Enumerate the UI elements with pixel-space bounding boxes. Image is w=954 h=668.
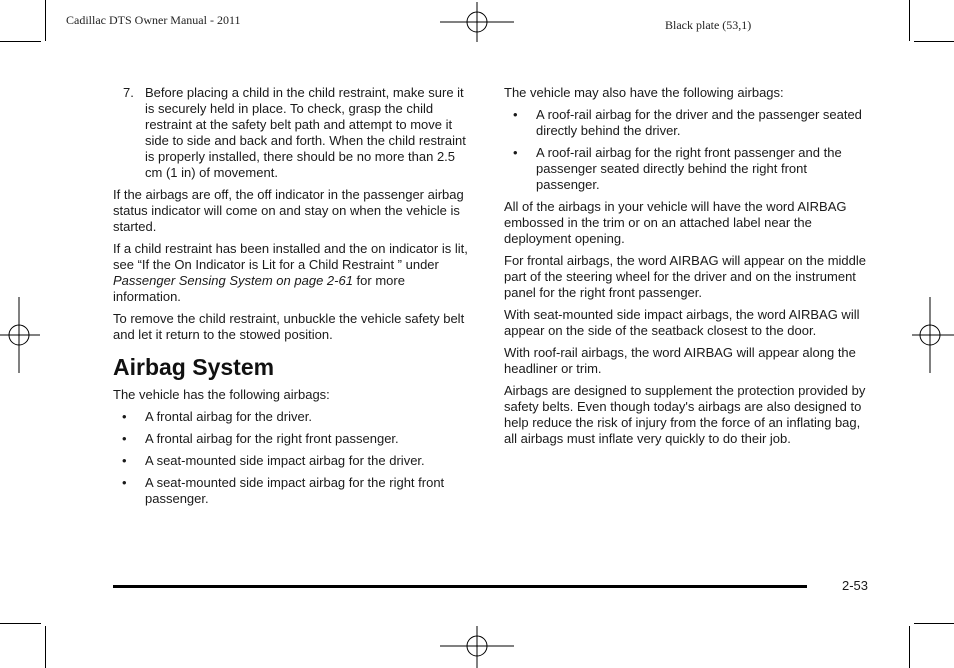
footer-rule [113,585,807,588]
list-item [113,475,475,507]
bullet-icon: • [122,475,127,490]
step-number: 7. [123,85,134,100]
bullet-icon: • [122,431,127,446]
airbag-embossed-paragraph: All of the airbags in your vehicle will have the word AIRBAG embossed in the trim or on an attached label near the deployment opening. [504,199,847,246]
page-number: 2-53 [842,578,869,593]
registration-mark-left [0,297,40,373]
list-item-text: A roof-rail airbag for the right front passenger and the passenger seated directly behind the right front passenger. [536,145,842,192]
right-column [504,85,870,453]
airbag-intro: The vehicle has the following airbags: [113,387,330,402]
side-impact-paragraph: With seat-mounted side impact airbags, the word AIRBAG will appear on the side of the seatback closest to the door. [504,307,860,338]
bullet-icon: • [513,145,518,160]
frontal-airbag-paragraph: For frontal airbags, the word AIRBAG will appear on the middle part of the steering wheel for the driver and on the instrument panel for the right front passenger. [504,253,867,300]
supplement-paragraph: Airbags are designed to supplement the protection provided by safety belts. Even though today's airbags are also designed to help reduce the risk of injury from the force of an inflating bag, all airbags must inflate very quickly to do their job. [504,383,866,446]
bullet-icon: • [122,409,127,424]
list-item-text: A seat-mounted side impact airbag for the driver. [145,453,425,468]
remove-restraint-paragraph: To remove the child restraint, unbuckle the vehicle safety belt and let it return to the stowed position. [113,311,465,342]
step-text: Before placing a child in the child restraint, make sure it is securely held in place. To check, grasp the child restraint at the safety belt path and attempt to move it side to side and back and forth. When the child restraint is properly installed, there should be no more than 2.5 cm (1 in) of movement. [145,85,466,180]
roof-rail-paragraph: With roof-rail airbags, the word AIRBAG will appear along the headliner or trim. [504,345,856,376]
registration-mark-top [440,2,514,44]
on-indicator-text-end: for more information. [113,273,405,304]
registration-mark-right [912,297,954,373]
airbag-off-paragraph: If the airbags are off, the off indicator in the passenger airbag status indicator will come on and stay on when the vehicle is started. [113,187,464,234]
registration-mark-bottom [440,626,514,668]
list-item-text: A frontal airbag for the right front passenger. [145,431,399,446]
list-item-text: A frontal airbag for the driver. [145,409,312,424]
additional-airbags-intro: The vehicle may also have the following airbags: [504,85,784,100]
on-indicator-paragraph [113,241,475,305]
plate-label: Black plate (53,1) [665,18,752,32]
list-item-text: A roof-rail airbag for the driver and the passenger seated directly behind the driver. [536,107,862,138]
bullet-icon: • [513,107,518,122]
numbered-step-7 [113,85,475,181]
bullet-icon: • [122,453,127,468]
list-item [504,107,870,139]
passenger-sensing-link[interactable]: Passenger Sensing System on page 2-61 [113,273,353,288]
on-indicator-text: If a child restraint has been installed and the on indicator is lit, see “If the On Indicator is Lit for a Child Restraint ” under [113,241,468,272]
list-item-text: A seat-mounted side impact airbag for the right front passenger. [145,475,445,506]
list-item [113,409,475,425]
list-item [504,145,870,193]
list-item [113,453,475,469]
left-column [113,85,475,513]
list-item [113,431,475,447]
section-heading: Airbag System [113,354,275,380]
manual-title: Cadillac DTS Owner Manual - 2011 [66,13,241,27]
